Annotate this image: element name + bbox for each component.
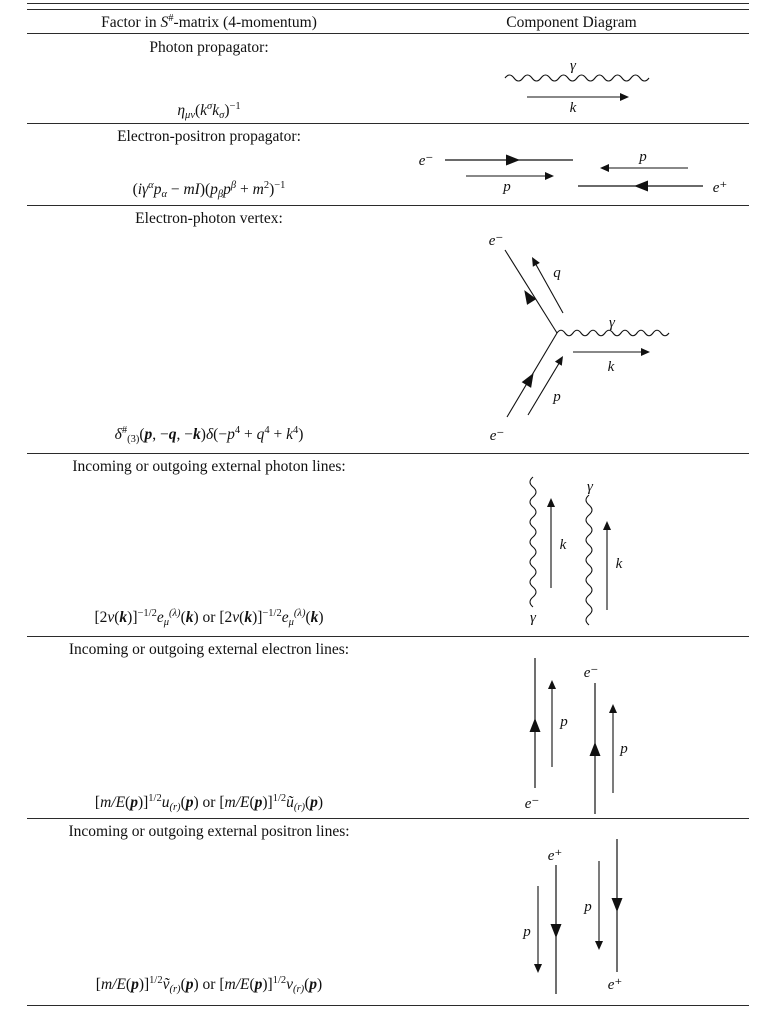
positron-label: e⁺	[712, 180, 728, 196]
formula-photon-propagator: $\eta_{\mu\nu}(k^\sigma k_\sigma)^{-1}$	[177, 101, 241, 121]
arrowhead	[529, 255, 540, 267]
fermion-arrow	[522, 370, 539, 388]
formula-external-photon-lines: $[2\nu(k)]^{-1/2}e_\mu^{(\lambda)}(k)$ or $[2\nu(k)]^{-1/2}e_\mu^{(\lambda)}(k)$	[94, 608, 324, 628]
electron-label: e⁻	[489, 428, 505, 444]
arrowhead	[534, 964, 542, 973]
arrowhead	[609, 704, 617, 713]
p-label: p	[560, 714, 568, 730]
arrowhead	[595, 941, 603, 950]
gamma-label: γ	[587, 479, 593, 495]
p-label: p	[639, 149, 647, 165]
positron-label: e⁺	[547, 848, 563, 864]
photon-wavy-line	[586, 495, 592, 625]
fermion-arrow	[634, 181, 648, 192]
section-heading-external-positron-lines: Incoming or outgoing external positron lines:	[68, 823, 350, 840]
momentum-arrow	[528, 360, 561, 415]
external-photon-lines-diagram	[530, 477, 623, 626]
p-label: p	[584, 899, 592, 915]
k-label: k	[615, 556, 623, 572]
arrowhead	[620, 93, 629, 101]
gamma-label: γ	[530, 610, 536, 626]
fermion-arrow	[530, 718, 541, 732]
formula-electron-photon-vertex: $\delta^{\#}_{(3)}(p$, −q, $-k)\delta(-p^4 + q^4 + k^4)$	[114, 425, 304, 445]
section-heading-electron-photon-vertex: Electron-photon vertex:	[135, 210, 283, 227]
fermion-arrow	[590, 742, 601, 756]
arrowhead	[603, 521, 611, 530]
arrowhead	[548, 680, 556, 689]
column-header-factor: Factor in S#-matrix (4-momentum)	[101, 13, 317, 31]
positron-label: e⁺	[607, 977, 623, 993]
k-label: k	[607, 359, 615, 375]
photon-propagator-diagram	[505, 58, 649, 116]
formula-electron-positron-propagator: $(i\gamma^\alpha p_\alpha - mI)(p_\beta p^\beta + m^2)^{-1}$	[132, 180, 286, 200]
formula-external-positron-lines: $[m/E(p)]^{1/2}ṽ_{(r)}(p)$ or $[m/E(p)]^{1/2}v_{(r)}(p)$	[95, 975, 323, 995]
external-electron-lines-diagram	[525, 658, 629, 814]
electron-positron-propagator-diagram	[419, 149, 728, 196]
electron-label: e⁻	[418, 153, 434, 169]
section-heading-external-photon-lines: Incoming or outgoing external photon lines:	[72, 458, 346, 475]
fermion-arrow	[506, 155, 520, 166]
electron-label: e⁻	[524, 796, 540, 812]
fermion-arrow	[551, 924, 562, 938]
arrowhead	[555, 354, 566, 366]
section-heading-electron-positron-propagator: Electron-positron propagator:	[117, 128, 301, 145]
p-label: p	[620, 741, 628, 757]
electron-photon-vertex-diagram	[489, 233, 669, 444]
column-header-diagram: Component Diagram	[506, 14, 637, 31]
gamma-label: γ	[570, 58, 576, 74]
k-label: k	[559, 537, 567, 553]
p-label: p	[553, 389, 561, 405]
p-label: p	[503, 179, 511, 195]
section-heading-photon-propagator: Photon propagator:	[149, 39, 269, 56]
section-heading-external-electron-lines: Incoming or outgoing external electron lines:	[68, 641, 350, 658]
photon-wavy-line	[557, 330, 669, 336]
gamma-label: γ	[609, 315, 615, 331]
electron-label: e⁻	[488, 233, 504, 249]
arrowhead	[600, 164, 609, 172]
arrowhead	[545, 172, 554, 180]
external-positron-lines-diagram	[522, 839, 622, 994]
p-label: p	[523, 924, 531, 940]
electron-label: e⁻	[583, 665, 599, 681]
k-label: k	[569, 100, 577, 116]
photon-wavy-line	[505, 75, 649, 81]
formula-external-electron-lines: $[m/E(p)]^{1/2}u_{(r)}(p)$ or $[m/E(p)]^{1/2}ũ_{(r)}(p)$	[94, 793, 324, 813]
fermion-arrow	[612, 898, 623, 912]
q-label: q	[553, 265, 561, 281]
arrowhead	[641, 348, 650, 356]
photon-wavy-line	[530, 477, 536, 607]
arrowhead	[547, 498, 555, 507]
fermion-line	[505, 250, 557, 333]
